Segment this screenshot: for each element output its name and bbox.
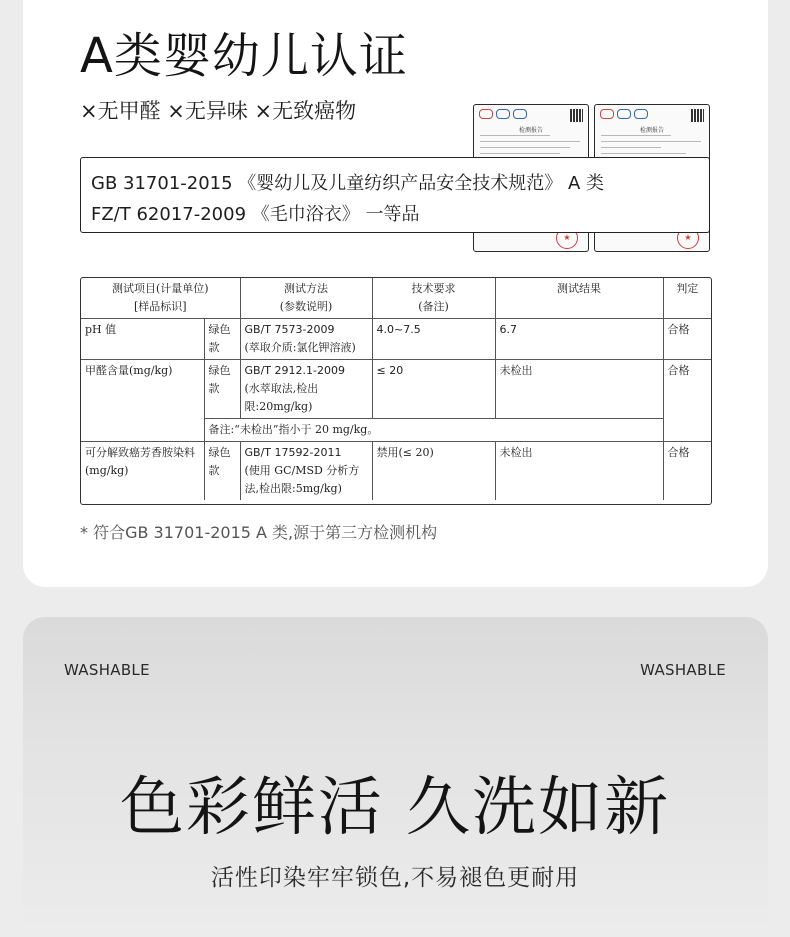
seal-stamp-icon: ★: [556, 227, 578, 249]
page-title: A类婴幼儿认证: [80, 28, 408, 84]
table-row: [81, 442, 711, 501]
header-requirement: 技术要求 (备注): [372, 278, 495, 319]
washable-headline: 色彩鲜活 久洗如新: [119, 771, 671, 845]
cell-item: pH 值: [81, 319, 204, 360]
washable-label-right: WASHABLE: [640, 661, 726, 679]
cell-requirement: 4.0~7.5: [372, 319, 495, 360]
table-row: [81, 319, 711, 360]
cell-sample: 绿色款: [204, 442, 240, 501]
certification-logos: [600, 109, 648, 119]
qr-code-icon: [691, 109, 704, 122]
table-row: [81, 360, 711, 419]
cell-result: 未检出: [495, 360, 663, 419]
cell-sample: 绿色款: [204, 360, 240, 419]
header-method: 测试方法 (参数说明): [240, 278, 372, 319]
washable-label-left: WASHABLE: [64, 661, 150, 679]
certification-footnote: * 符合GB 31701-2015 A 类,源于第三方检测机构: [80, 523, 438, 542]
cell-method: GB/T 17592-2011 (使用 GC/MSD 分析方法,检出限:5mg/kg): [240, 442, 372, 501]
cell-result: 6.7: [495, 319, 663, 360]
standards-box: [80, 157, 710, 233]
cell-item: 甲醛含量(mg/kg): [81, 360, 204, 442]
report-heading: 检测报告: [518, 127, 543, 134]
test-results-table: [80, 277, 712, 505]
qr-code-icon: [570, 109, 583, 122]
cell-method: GB/T 2912.1-2009 (水萃取法,检出限:20mg/kg): [240, 360, 372, 419]
header-verdict: 判定: [663, 278, 711, 319]
header-item: 测试项目(计量单位) [样品标识]: [81, 278, 240, 319]
cell-verdict: 合格: [663, 442, 711, 501]
standard-line: FZ/T 62017-2009 《毛巾浴衣》 一等品: [91, 204, 420, 225]
free-of-list: ×无甲醛 ×无异味 ×无致癌物: [80, 99, 357, 123]
table-header-row: [81, 278, 711, 319]
header-result: 测试结果: [495, 278, 663, 319]
certification-logos: [479, 109, 527, 119]
cell-result: 未检出: [495, 442, 663, 501]
cell-requirement: 禁用(≤ 20): [372, 442, 495, 501]
standard-line: GB 31701-2015 《婴幼儿及儿童纺织产品安全技术规范》 A 类: [91, 173, 605, 194]
seal-stamp-icon: ★: [677, 227, 699, 249]
cell-remark: 备注:“未检出”指小于 20 mg/kg。: [204, 419, 663, 442]
cell-sample: 绿色款: [204, 319, 240, 360]
washable-tagline: 活性印染牢牢锁色,不易褪色更耐用: [210, 865, 580, 891]
cell-verdict: 合格: [663, 319, 711, 360]
cell-item: 可分解致癌芳香胺染料(mg/kg): [81, 442, 204, 501]
report-heading: 检测报告: [639, 127, 664, 134]
cell-verdict: 合格: [663, 360, 711, 442]
cell-requirement: ≤ 20: [372, 360, 495, 419]
cell-method: GB/T 7573-2009 (萃取介质:氯化钾溶液): [240, 319, 372, 360]
